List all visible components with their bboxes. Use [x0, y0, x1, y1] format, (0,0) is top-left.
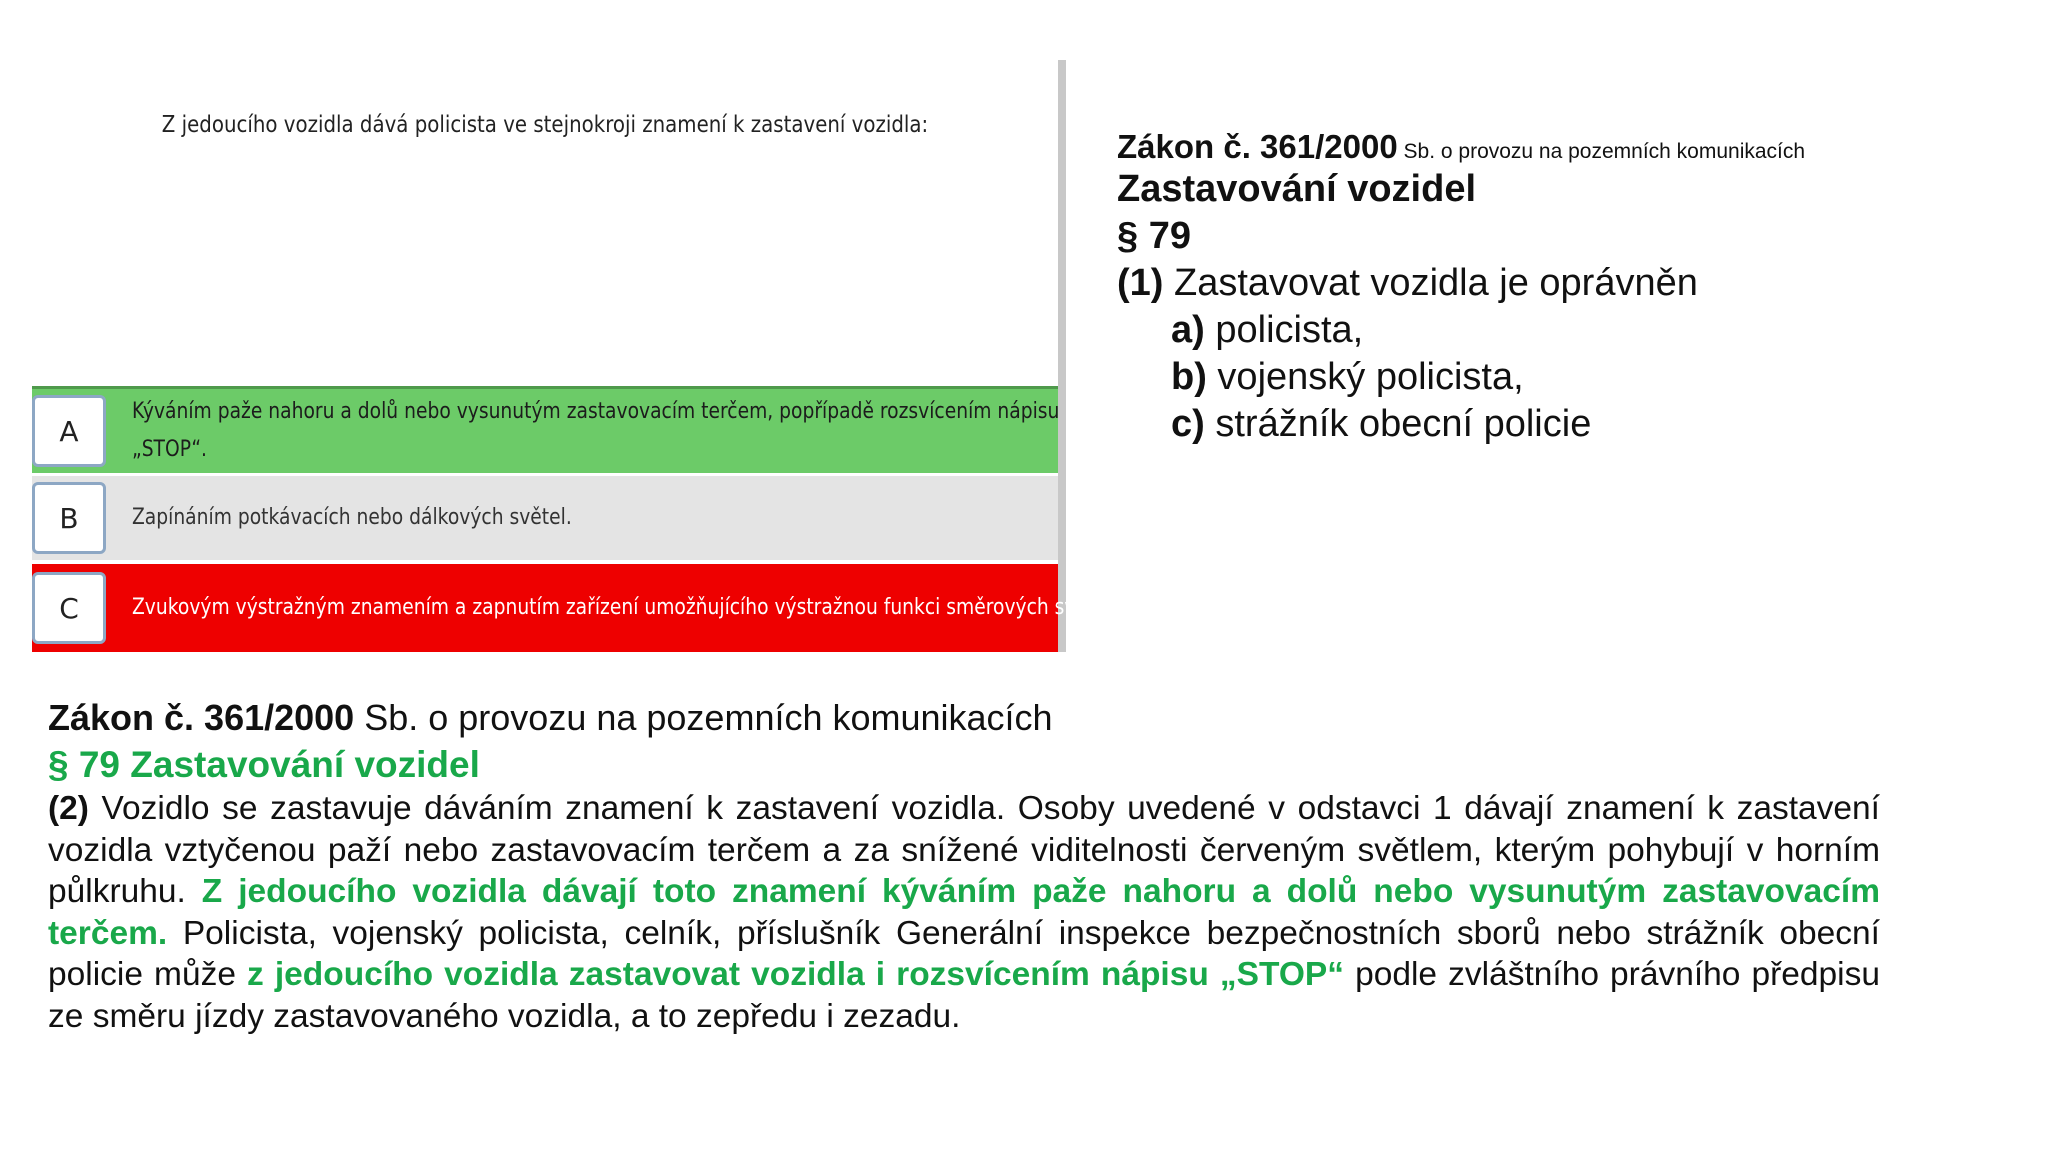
answer-text-a: Kýváním paže nahoru a dolů nebo vysunutým zastavovacím terčem, popřípadě rozsvícením nápisu „STOP“. — [132, 399, 1060, 462]
answer-letter-c[interactable]: C — [32, 572, 106, 644]
answer-option-c[interactable] — [32, 564, 1117, 652]
paragraph-text-2: Policista, vojenský policista, celník, příslušník Generální inspekce bezpečnostních sborů nebo strážník obecní policie může — [48, 914, 1880, 993]
highlight-text-2: z jedoucího vozidla zastavovat vozidla i rozsvícením nápisu „STOP“ — [247, 956, 1345, 993]
answer-text-b: Zapínáním potkávacích nebo dálkových světel. — [132, 505, 572, 530]
paragraph-text-1: Vozidlo se zastavuje dáváním znamení k zastavení vozidla. Osoby uvedené v odstavci 1 dávají znamení k zastavení vozidla vztyčenou paží nebo zastavovacím terčem a za snížené viditelnosti červeným světlem, kterým pohybují v horním půlkruhu. — [48, 790, 1880, 910]
answer-letter-a[interactable]: A — [32, 395, 106, 467]
quiz-question: Z jedoucího vozidla dává policista ve stejnokroji znamení k zastavení vozidla: — [161, 112, 929, 138]
law-item-c — [1117, 401, 2017, 448]
answer-text-c: Zvukovým výstražným znamením a zapnutím zařízení umožňujícího výstražnou funkci směrových světel. — [132, 595, 1117, 620]
law-title-rest: Sb. o provozu na pozemních komunikacích — [354, 697, 1053, 738]
law-title-bold: Zákon č. 361/2000 — [48, 697, 355, 738]
paragraph-number: (1) — [1117, 262, 1164, 304]
item-mark: a) — [1171, 309, 1205, 351]
item-mark: c) — [1171, 403, 1205, 445]
item-text: vojenský policista, — [1206, 356, 1524, 398]
answer-option-b[interactable] — [32, 476, 1058, 560]
law-section: § 79 — [1117, 215, 1191, 257]
paragraph-number: (2) — [48, 790, 89, 827]
quiz-panel — [32, 60, 1117, 652]
law-item-b — [1117, 354, 2017, 401]
law-heading: Zastavování vozidel — [1117, 168, 1477, 210]
paragraph-text: Zastavovat vozidla je oprávněn — [1163, 262, 1698, 304]
law-title — [1117, 128, 2017, 166]
answer-option-a[interactable] — [32, 386, 1058, 473]
answer-letter-b[interactable]: B — [32, 482, 106, 554]
law-excerpt-section-1 — [1117, 128, 2017, 448]
law-excerpt-section-2 — [48, 694, 1880, 1037]
item-mark: b) — [1171, 356, 1207, 398]
law-title — [48, 694, 1880, 742]
law-paragraph-1 — [1117, 260, 2017, 307]
highlight-text-1: Z jedoucího vozidla dávají toto znamení kýváním paže nahoru a dolů nebo vysunutým zastavovacím terčem. — [48, 873, 1880, 952]
law-title-small: Sb. o provozu na pozemních komunikacích — [1397, 140, 1806, 163]
law-paragraph-2 — [48, 788, 1880, 1037]
item-text: policista, — [1204, 309, 1364, 351]
item-text: strážník obecní policie — [1204, 403, 1592, 445]
paragraph-text-3: podle zvláštního právního předpisu ze směru jízdy zastavovaného vozidla, a to zepředu i zezadu. — [48, 956, 1880, 1035]
law-title-bold: Zákon č. 361/2000 — [1117, 128, 1398, 165]
law-section-heading: § 79 Zastavování vozidel — [48, 744, 480, 785]
law-item-a — [1117, 307, 2017, 354]
